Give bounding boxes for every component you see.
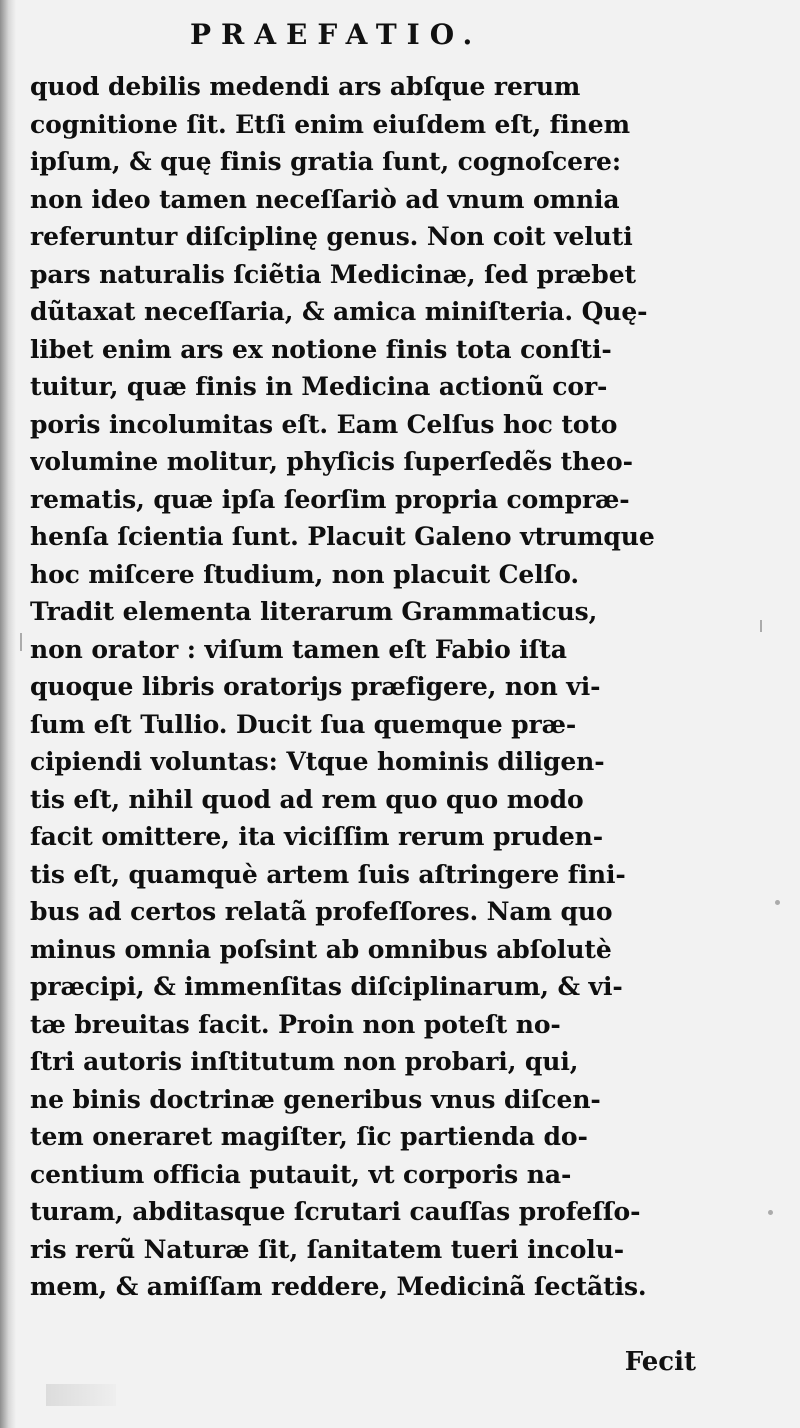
text-line: pars naturalis ſciẽtia Medicinæ, ſed præbet: [30, 259, 636, 289]
text-line: libet enim ars ex notione finis tota conſti-: [30, 334, 612, 364]
faint-bleed-through-mark: [46, 1384, 116, 1406]
text-line: dũtaxat neceſſaria, & amica miniſteria. Quę-: [30, 297, 648, 326]
text-line: rematis, quæ ipſa ſeorſim propria compræ-: [30, 484, 630, 514]
text-line: non ideo tamen neceſſariò ad vnum omnia: [30, 184, 620, 214]
running-head: PRAEFATIO.: [190, 18, 483, 51]
text-line: quoque libris oratoriȷs præfigere, non vi-: [30, 672, 601, 701]
catchword: Fecit: [624, 1347, 696, 1377]
text-line: bus ad certos relatã profeſſores. Nam quo: [30, 897, 613, 926]
text-line: cipiendi voluntas: Vtque hominis diligen-: [30, 747, 605, 776]
text-line: ſum eſt Tullio. Ducit ſua quemque præ-: [30, 709, 577, 739]
text-line: hoc miſcere ſtudium, non placuit Celſo.: [30, 559, 580, 589]
text-line: henſa ſcientia ſunt. Placuit Galeno vtrumque: [30, 522, 655, 551]
text-line: non orator : viſum tamen eſt Fabio iſta: [30, 634, 567, 664]
text-line: præcipi, & immenſitas diſciplinarum, & vi-: [30, 972, 623, 1001]
text-line: minus omnia poſsint ab omnibus abſolutè: [30, 934, 612, 964]
page-gutter-shadow: [0, 0, 16, 1428]
text-line: mem, & amiſſam reddere, Medicinã ſectãtis.: [30, 1272, 647, 1301]
text-line: tæ breuitas facit. Proin non poteſt no-: [30, 1009, 561, 1039]
margin-mark: [775, 900, 780, 905]
text-line: facit omittere, ita viciſſim rerum pruden-: [30, 822, 604, 851]
margin-mark: [760, 620, 762, 632]
text-line: turam, abditasque ſcrutari cauſſas profeſſo-: [30, 1197, 641, 1226]
text-line: quod debilis medendi ars abſque rerum: [30, 72, 581, 101]
text-line: ſtri autoris inſtitutum non probari, qui,: [30, 1047, 579, 1076]
text-line: referuntur diſciplinę genus. Non coit veluti: [30, 222, 633, 251]
text-line: tis eſt, nihil quod ad rem quo quo modo: [30, 784, 584, 814]
text-line: tem oneraret magiſter, ſic partienda do-: [30, 1122, 588, 1151]
body-text: [30, 68, 700, 1306]
text-line: ris rerũ Naturæ ſit, ſanitatem tueri incolu-: [30, 1234, 625, 1264]
text-line: ne binis doctrinæ generibus vnus diſcen-: [30, 1084, 601, 1114]
margin-mark: [20, 633, 22, 651]
text-line: ipſum, & quę finis gratia ſunt, cognoſcere:: [30, 147, 621, 176]
text-line: centium officia putauit, vt corporis na-: [30, 1159, 572, 1189]
text-line: volumine molitur, phyſicis ſuperſedẽs theo-: [30, 447, 633, 476]
margin-mark: [768, 1210, 773, 1215]
text-line: tuitur, quæ finis in Medicina actionũ cor-: [30, 372, 608, 401]
text-line: cognitione ſit. Etſi enim eiuſdem eſt, finem: [30, 109, 630, 139]
text-line: tis eſt, quamquè artem ſuis aſtringere fini-: [30, 859, 626, 889]
text-line: Tradit elementa literarum Grammaticus,: [30, 597, 598, 626]
text-line: poris incolumitas eſt. Eam Celſus hoc toto: [30, 409, 618, 439]
